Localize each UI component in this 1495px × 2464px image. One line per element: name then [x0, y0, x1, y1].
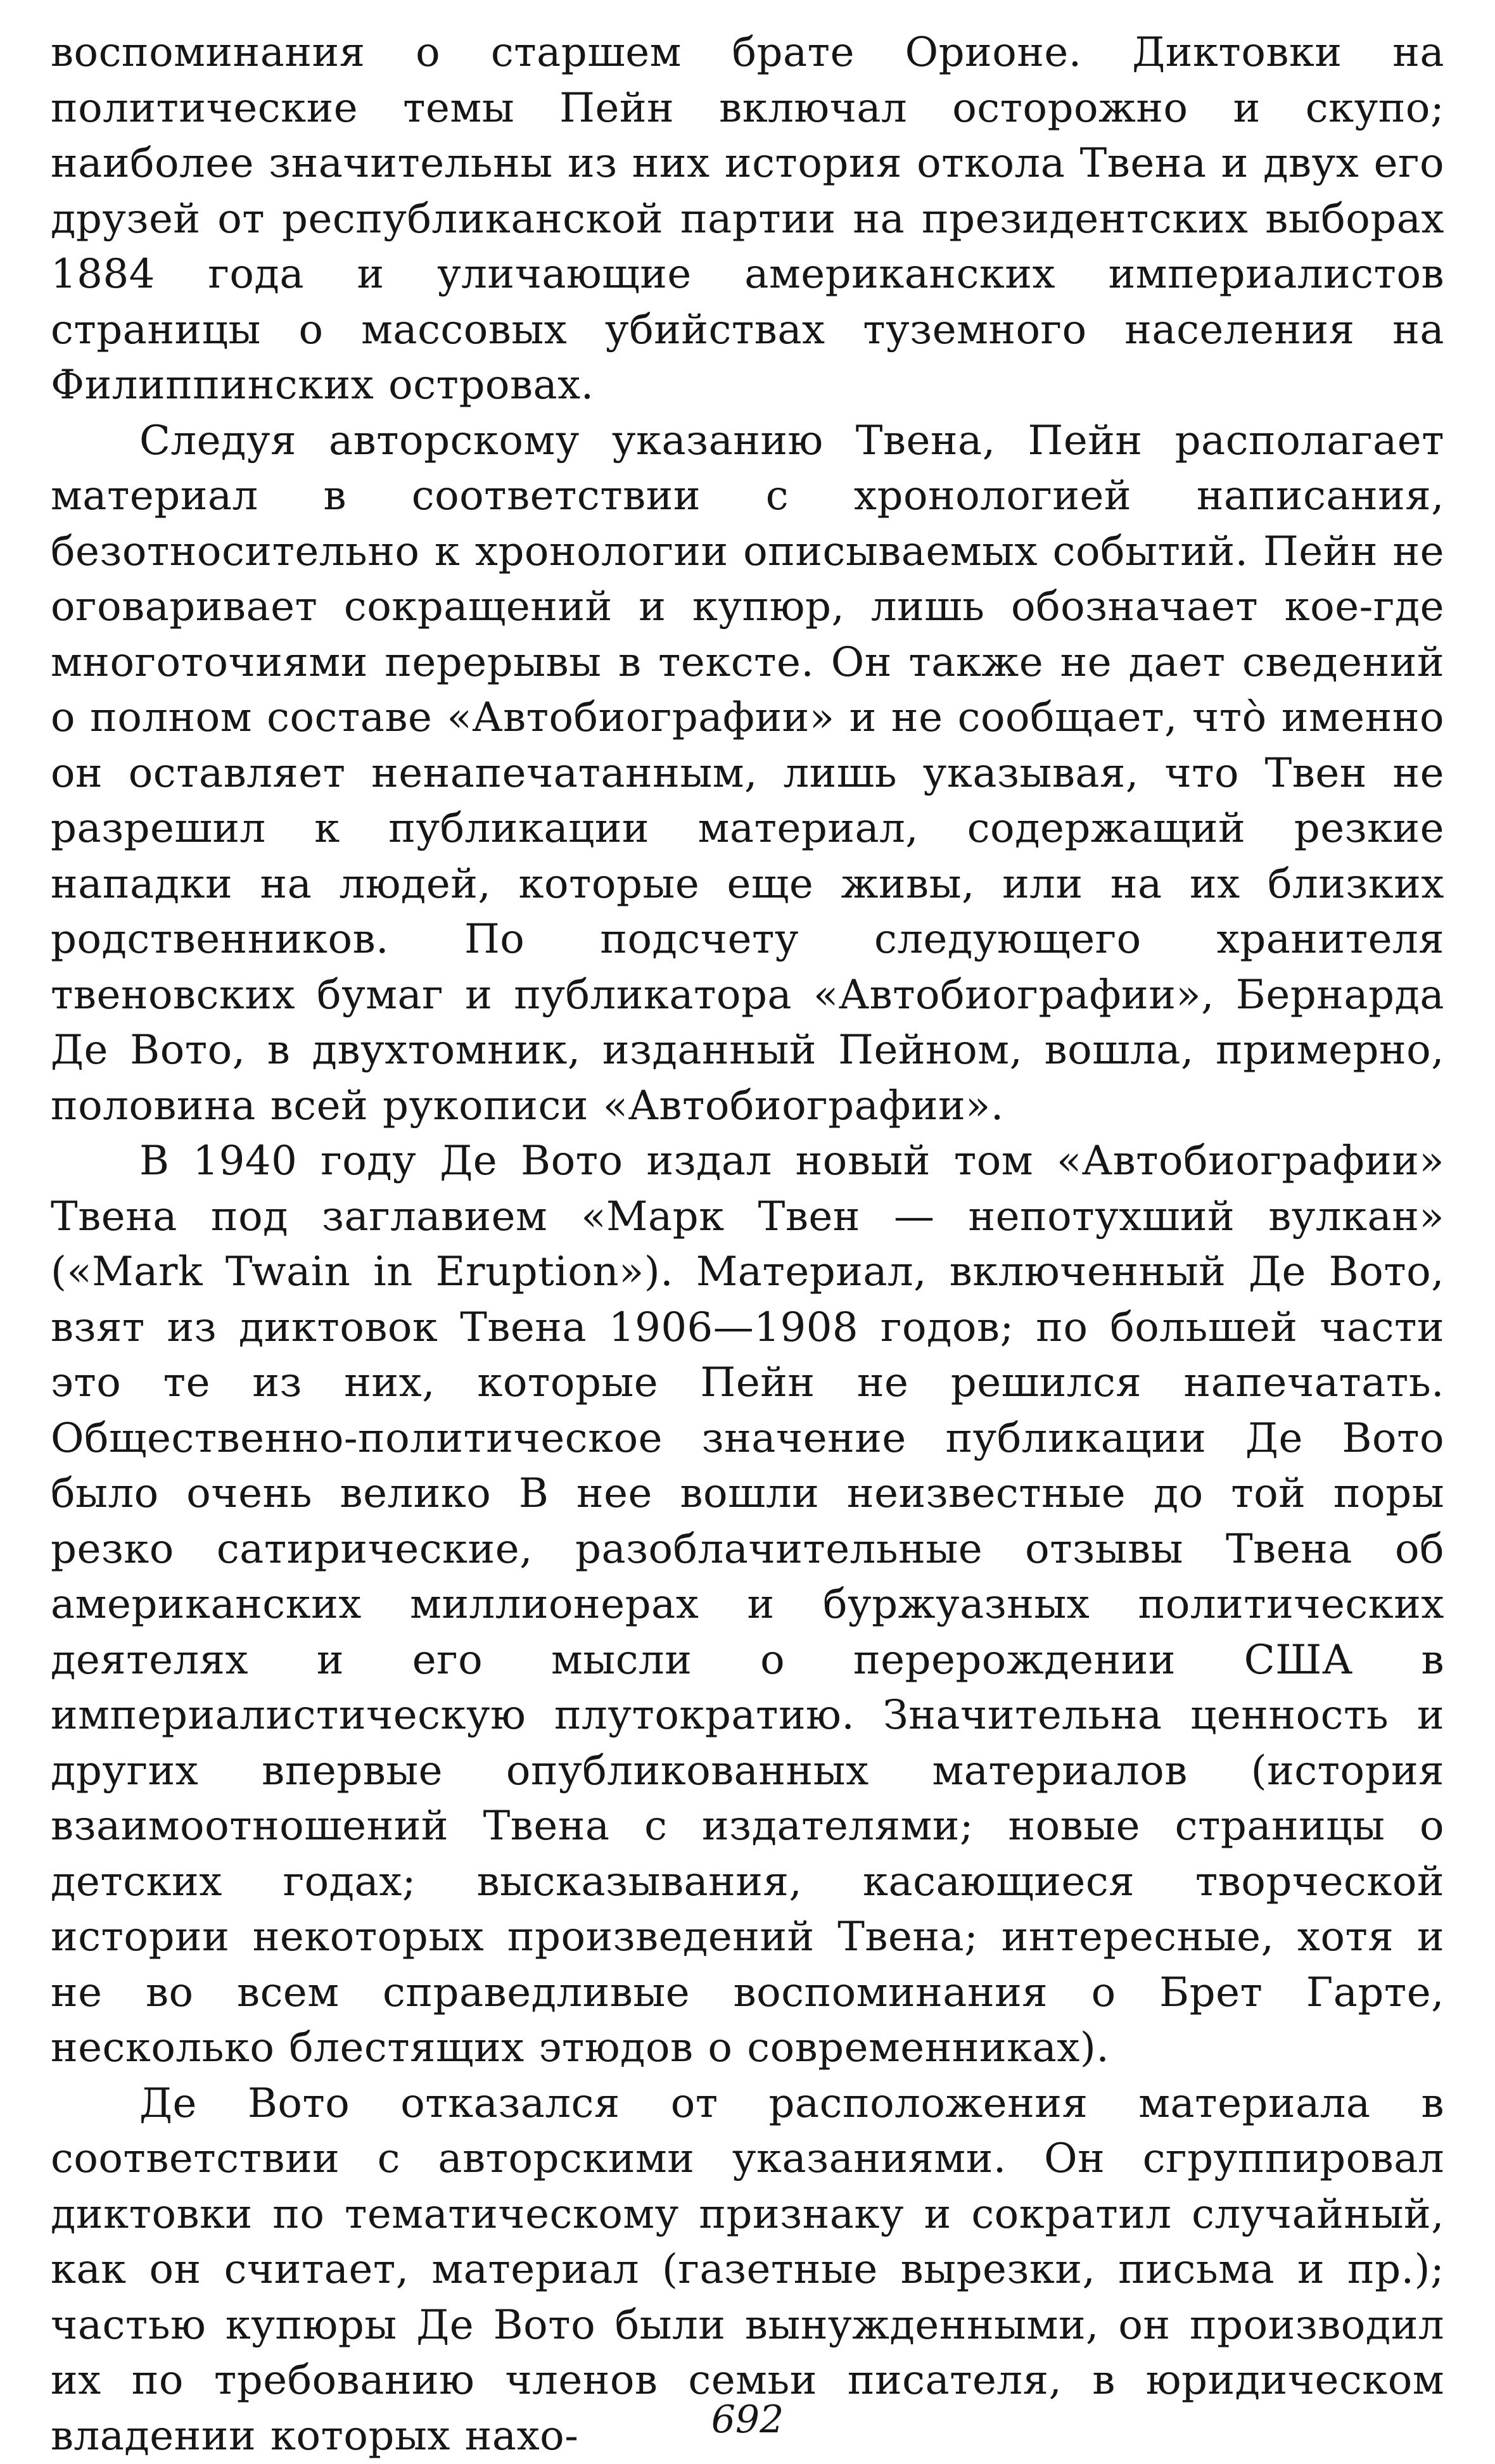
- paragraph-devoto-1940: В 1940 году Де Вото издал новый том «Автобиографии» Твена под заглавием «Марк Твен — непотухший вулкан» («Mark Twain in Eruption»). Материал, включенный Де Вото, взят из диктовок Твена 1906—1908 годов; по большей части это те из них, которые Пейн не решился напечатать. Общественно-политическое значение публикации Де Вото было очень велико В нее вошли неизвестные до той поры резко сатирические, разоблачительные отзывы Твена об американских миллионерах и буржуазных политических деятелях и его мысли о перерождении США в империалистическую плутократию. Значительна ценность и других впервые опубликованных материалов (история взаимоотношений Твена с издателями; новые страницы о детских годах; высказывания, касающиеся творческой истории некоторых произведений Твена; интересные, хотя и не во всем справедливые воспоминания о Брет Гарте, несколько блестящих этюдов о современниках).: [51, 1134, 1444, 2076]
- page-number: 692: [0, 2397, 1495, 2442]
- paragraph-payne-arrangement: Следуя авторскому указанию Твена, Пейн располагает материал в соответствии с хронологией написания, безотносительно к хронологии описываемых событий. Пейн не оговаривает сокращений и купюр, лишь обозначает кое-где многоточиями перерывы в тексте. Он также не дает сведений о полном составе «Автобиографии» и не сообщает, что̀ именно он оставляет ненапечатанным, лишь указывая, что Твен не разрешил к публикации материал, содержащий резкие нападки на людей, которые еще живы, или на их близких родственников. По подсчету следующего хранителя твеновских бумаг и публикатора «Автобиографии», Бернарда Де Вото, в двухтомник, изданный Пейном, вошла, примерно, половина всей рукописи «Автобиографии».: [51, 414, 1444, 1134]
- paragraph-continuation: воспоминания о старшем брате Орионе. Диктовки на политические темы Пейн включал осторожно и скупо; наиболее значительны из них история откола Твена и двух его друзей от республиканской партии на президентских выборах 1884 года и уличающие американских империалистов страницы о массовых убийствах туземного населения на Филиппинских островах.: [51, 25, 1444, 414]
- paragraph-devoto-grouping: Де Вото отказался от расположения материала в соответствии с авторскими указаниями. Он сгруппировал диктовки по тематическому признаку и сократил случайный, как он считает, материал (газетные вырезки, письма и пр.); частью купюры Де Вото были вынужденными, он производил их по требованию членов семьи писателя, в юридическом владении которых нахо-: [51, 2076, 1444, 2464]
- body-text: [51, 25, 1444, 2464]
